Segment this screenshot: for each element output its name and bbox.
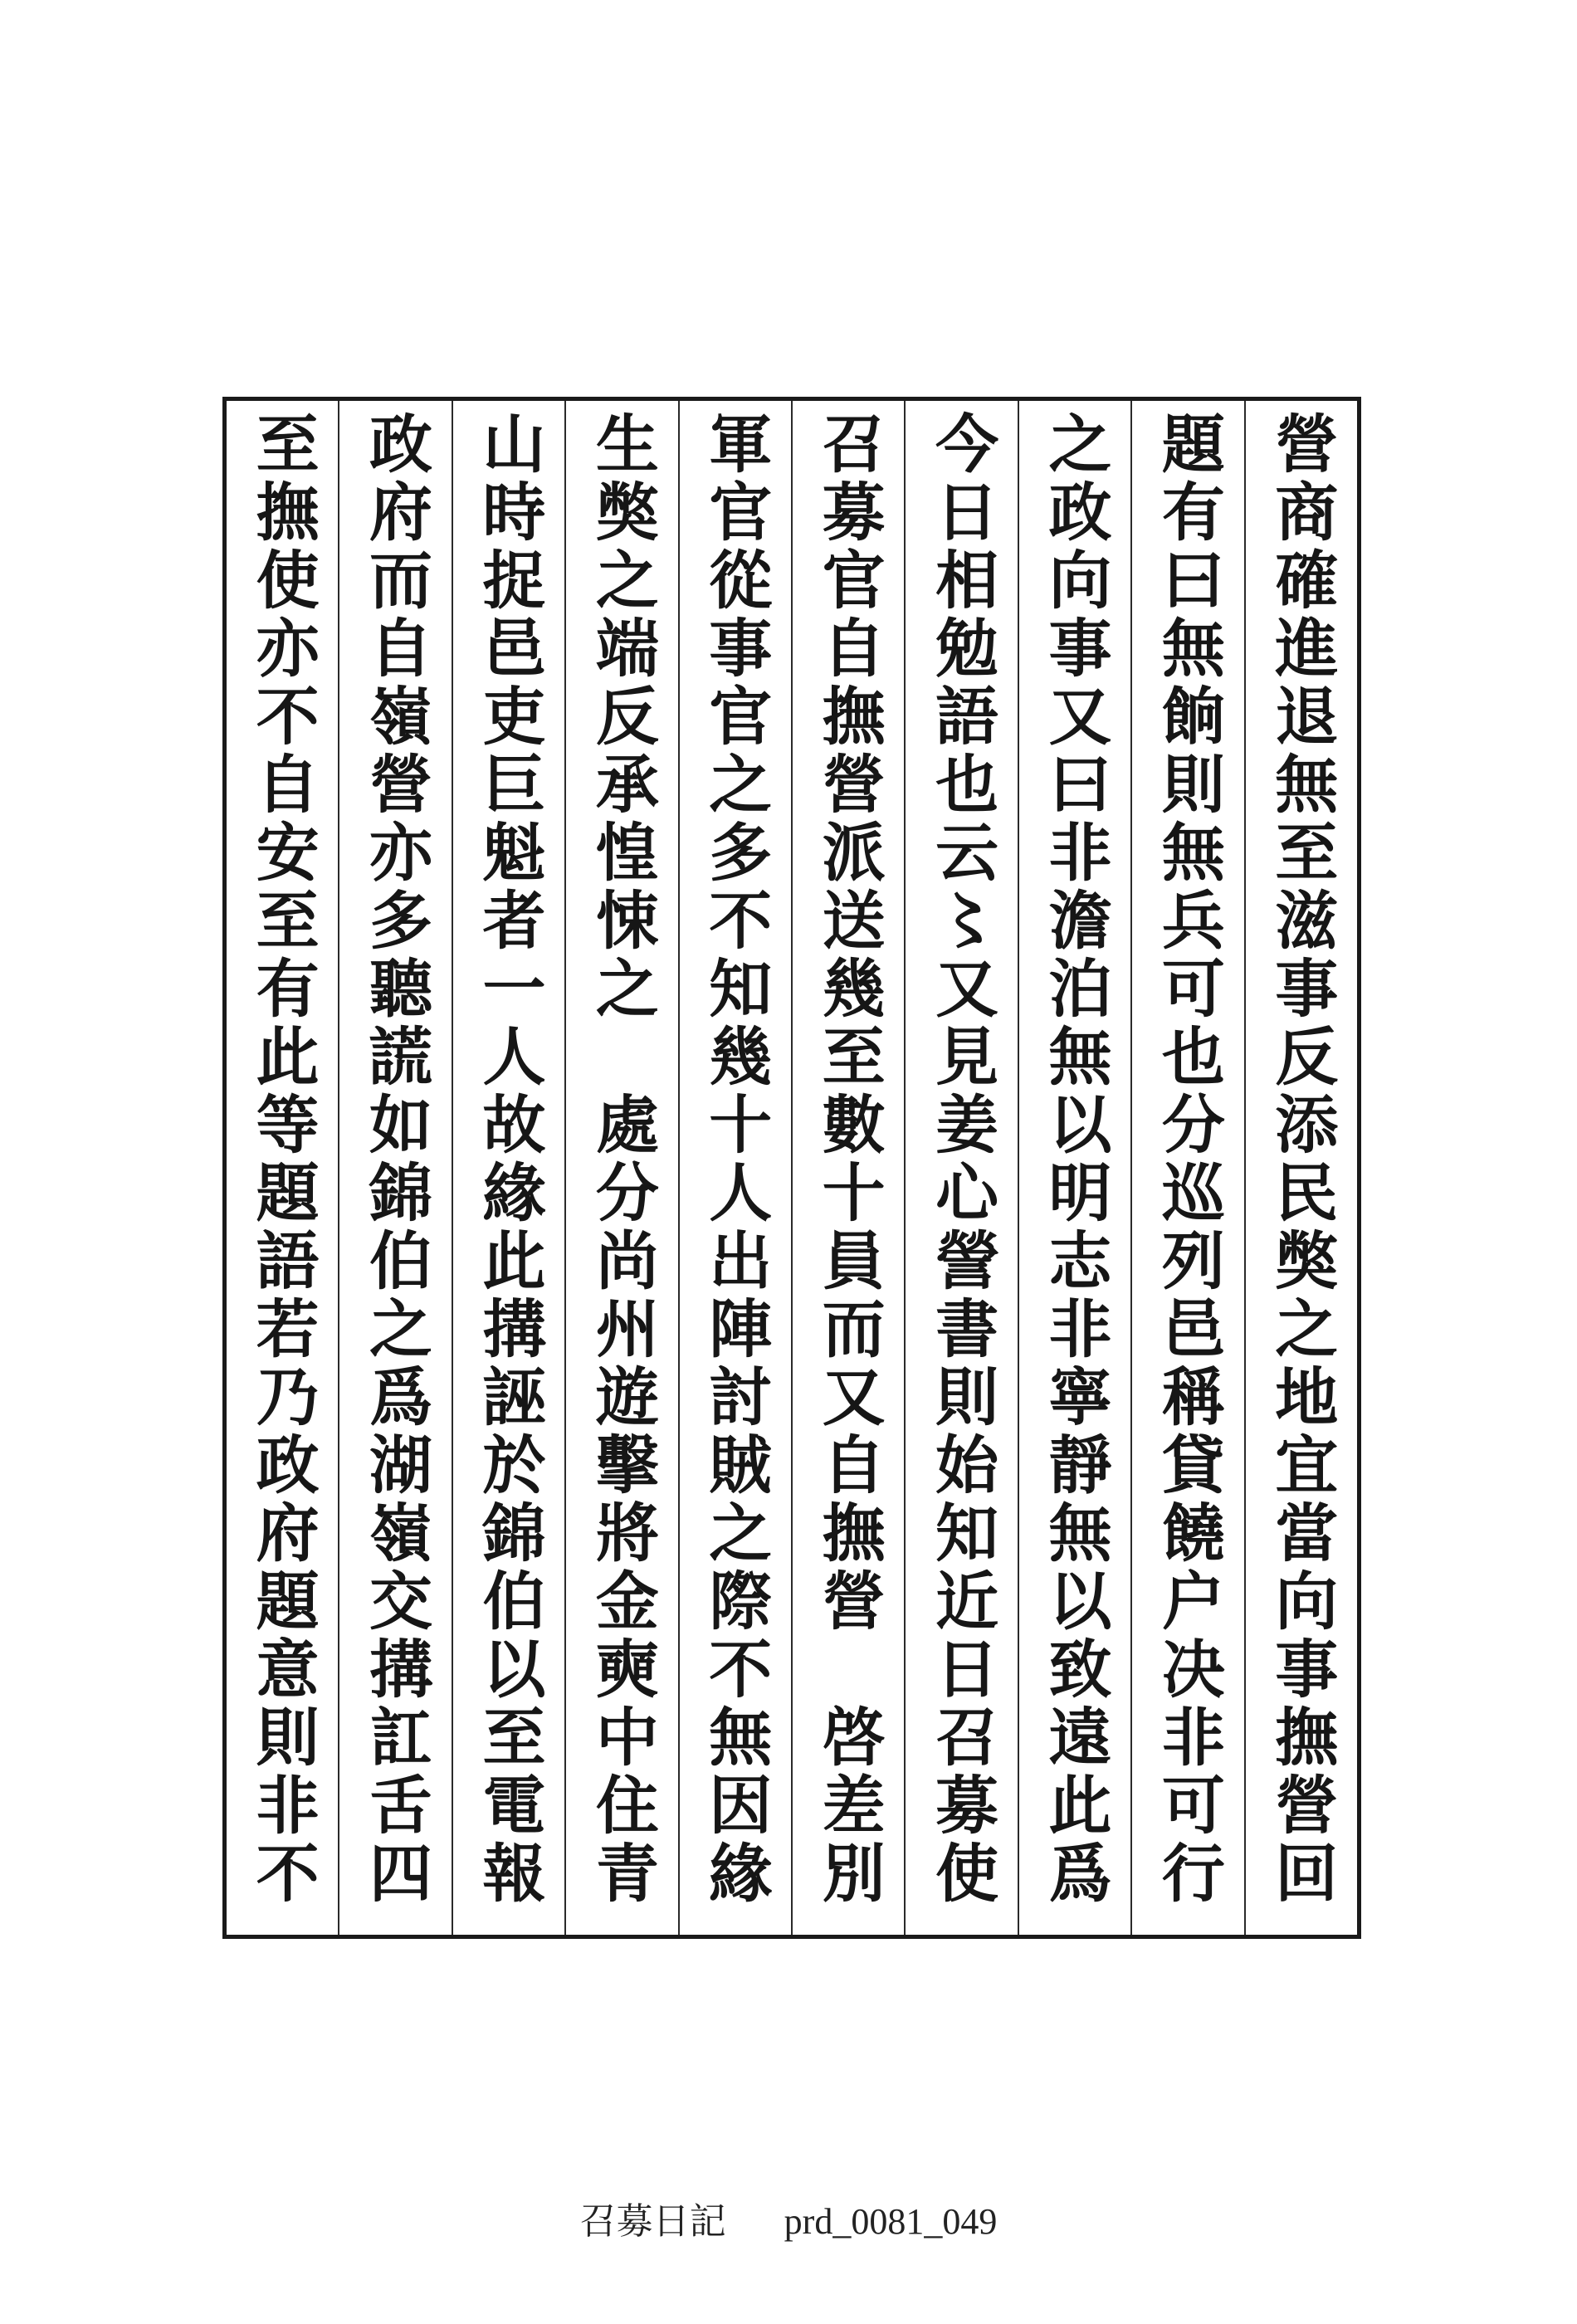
page-frame xyxy=(222,397,1361,1939)
column-text: 題有曰無餉則無兵可也分巡列邑稱貸饒户决非可行 xyxy=(1151,411,1226,1908)
column-text: 山時捉邑吏巨魁者一人故緣此搆誣於錦伯以至電報 xyxy=(471,411,546,1908)
text-column-8 xyxy=(452,401,564,1935)
frame-edge-right xyxy=(1357,401,1361,1935)
text-column-9 xyxy=(338,401,451,1935)
text-columns xyxy=(227,401,1357,1935)
text-column-4 xyxy=(904,401,1017,1935)
text-column-6 xyxy=(678,401,791,1935)
text-column-3 xyxy=(1018,401,1130,1935)
text-column-2 xyxy=(1130,401,1243,1935)
column-text: 今日相勉語也云〻又見姜心謍書則始知近日召募使 xyxy=(925,411,999,1908)
column-text: 政府而自嶺營亦多聽謊如錦伯之爲湖嶺交搆訌舌四 xyxy=(359,411,433,1908)
column-text: 之政向事又曰非澹泊無以明志非寧靜無以致遠此爲 xyxy=(1038,411,1112,1908)
footer-title: 召募日記 xyxy=(579,2201,726,2242)
text-column-5 xyxy=(791,401,904,1935)
text-column-7 xyxy=(564,401,677,1935)
footer-code: prd_0081_049 xyxy=(784,2201,998,2242)
column-text: 召募官自撫營派送幾至數十員而又自撫營 啓差別 xyxy=(812,411,886,1908)
column-text: 生獘之端反承惶悚之 處分尚州遊擊將金奭中住青 xyxy=(585,411,660,1908)
text-column-1 xyxy=(1244,401,1357,1935)
column-text: 至撫使亦不自安至有此等題語若乃政府題意則非不 xyxy=(246,411,320,1908)
text-column-10 xyxy=(227,401,338,1935)
page-footer xyxy=(0,2191,1577,2244)
column-text: 軍官從事官之多不知幾十人出陣討賊之際不無因緣 xyxy=(698,411,773,1908)
column-text: 營商確進退無至滋事反添民獘之地宜當向事撫營回 xyxy=(1264,411,1339,1908)
